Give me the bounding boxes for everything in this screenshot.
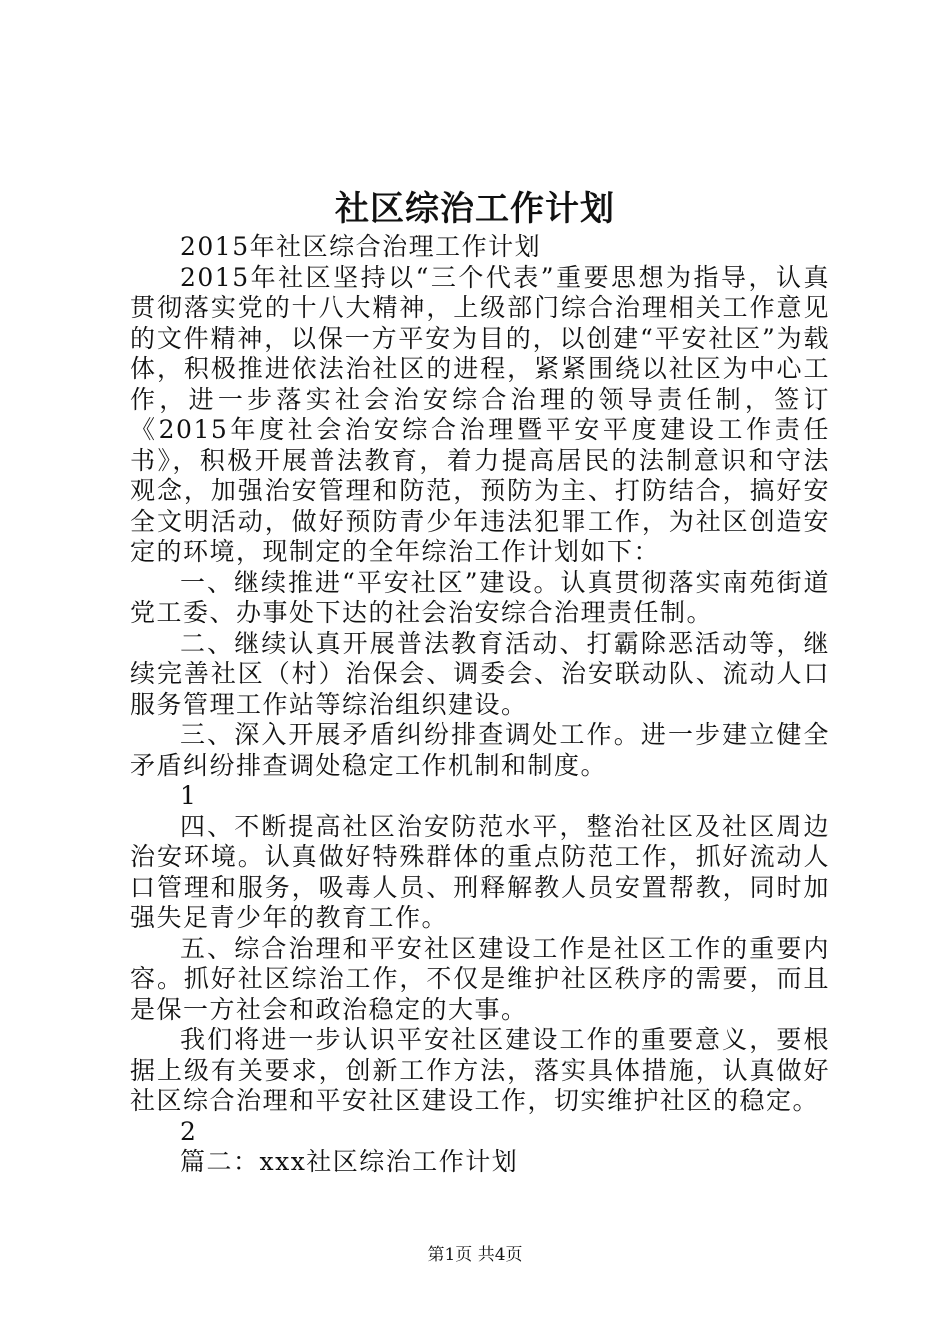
paragraph-section-two: 篇二：xxx社区综治工作计划 <box>180 1147 519 1176</box>
paragraph-intro: 2015年社区坚持以“三个代表”重要思想为指导，认真贯彻落实党的十八大精神，上级部门综合治理相关工作意见的文件精神，以保一方平安为目的，以创建“平安社区”为载体，积极推进依法治社区的进程，紧紧围绕以社区为中心工作，进一步落实社会治安综合治理的领导责任制，签订《2015年度社会治安综合治理暨平安平度建设工作责任书》，积极开展普法教育，着力提高居民的法制意识和守法观念，加强治安管理和防范，预防为主、打防结合，搞好安全文明活动，做好预防青少年违法犯罪工作，为社区创造安定的环境，现制定的全年综治工作计划如下： <box>130 262 830 566</box>
paragraph-conclusion: 我们将进一步认识平安社区建设工作的重要意义，要根据上级有关要求，创新工作方法，落实具体措施，认真做好社区综合治理和平安社区建设工作，切实维护社区的稳定。 <box>130 1025 830 1115</box>
paragraph-item-1: 一、继续推进“平安社区”建设。认真贯彻落实南苑街道党工委、办事处下达的社会治安综合治理责任制。 <box>130 567 830 627</box>
document-title: 社区综治工作计划 <box>335 189 615 229</box>
paragraph-marker-1: 1 <box>180 781 198 810</box>
paragraph-item-3: 三、深入开展矛盾纠纷排查调处工作。进一步建立健全矛盾纠纷排查调处稳定工作机制和制度。 <box>130 720 830 780</box>
document-body <box>130 232 830 1178</box>
paragraph-subtitle: 2015年社区综合治理工作计划 <box>180 232 542 261</box>
paragraph-item-5: 五、综合治理和平安社区建设工作是社区工作的重要内容。抓好社区综治工作，不仅是维护社区秩序的需要，而且是保一方社会和政治稳定的大事。 <box>130 933 830 1024</box>
paragraph-marker-2: 2 <box>180 1116 198 1146</box>
paragraph-item-2: 二、继续认真开展普法教育活动、打霸除恶活动等，继续完善社区（村）治保会、调委会、治安联动队、流动人口服务管理工作站等综治组织建设。 <box>130 628 830 719</box>
paragraph-item-4: 四、不断提高社区治安防范水平，整治社区及社区周边治安环境。认真做好特殊群体的重点防范工作，抓好流动人口管理和服务，吸毒人员、刑释解教人员安置帮教，同时加强失足青少年的教育工作。 <box>130 811 830 932</box>
page-footer: 第1页 共4页 <box>427 1245 523 1265</box>
